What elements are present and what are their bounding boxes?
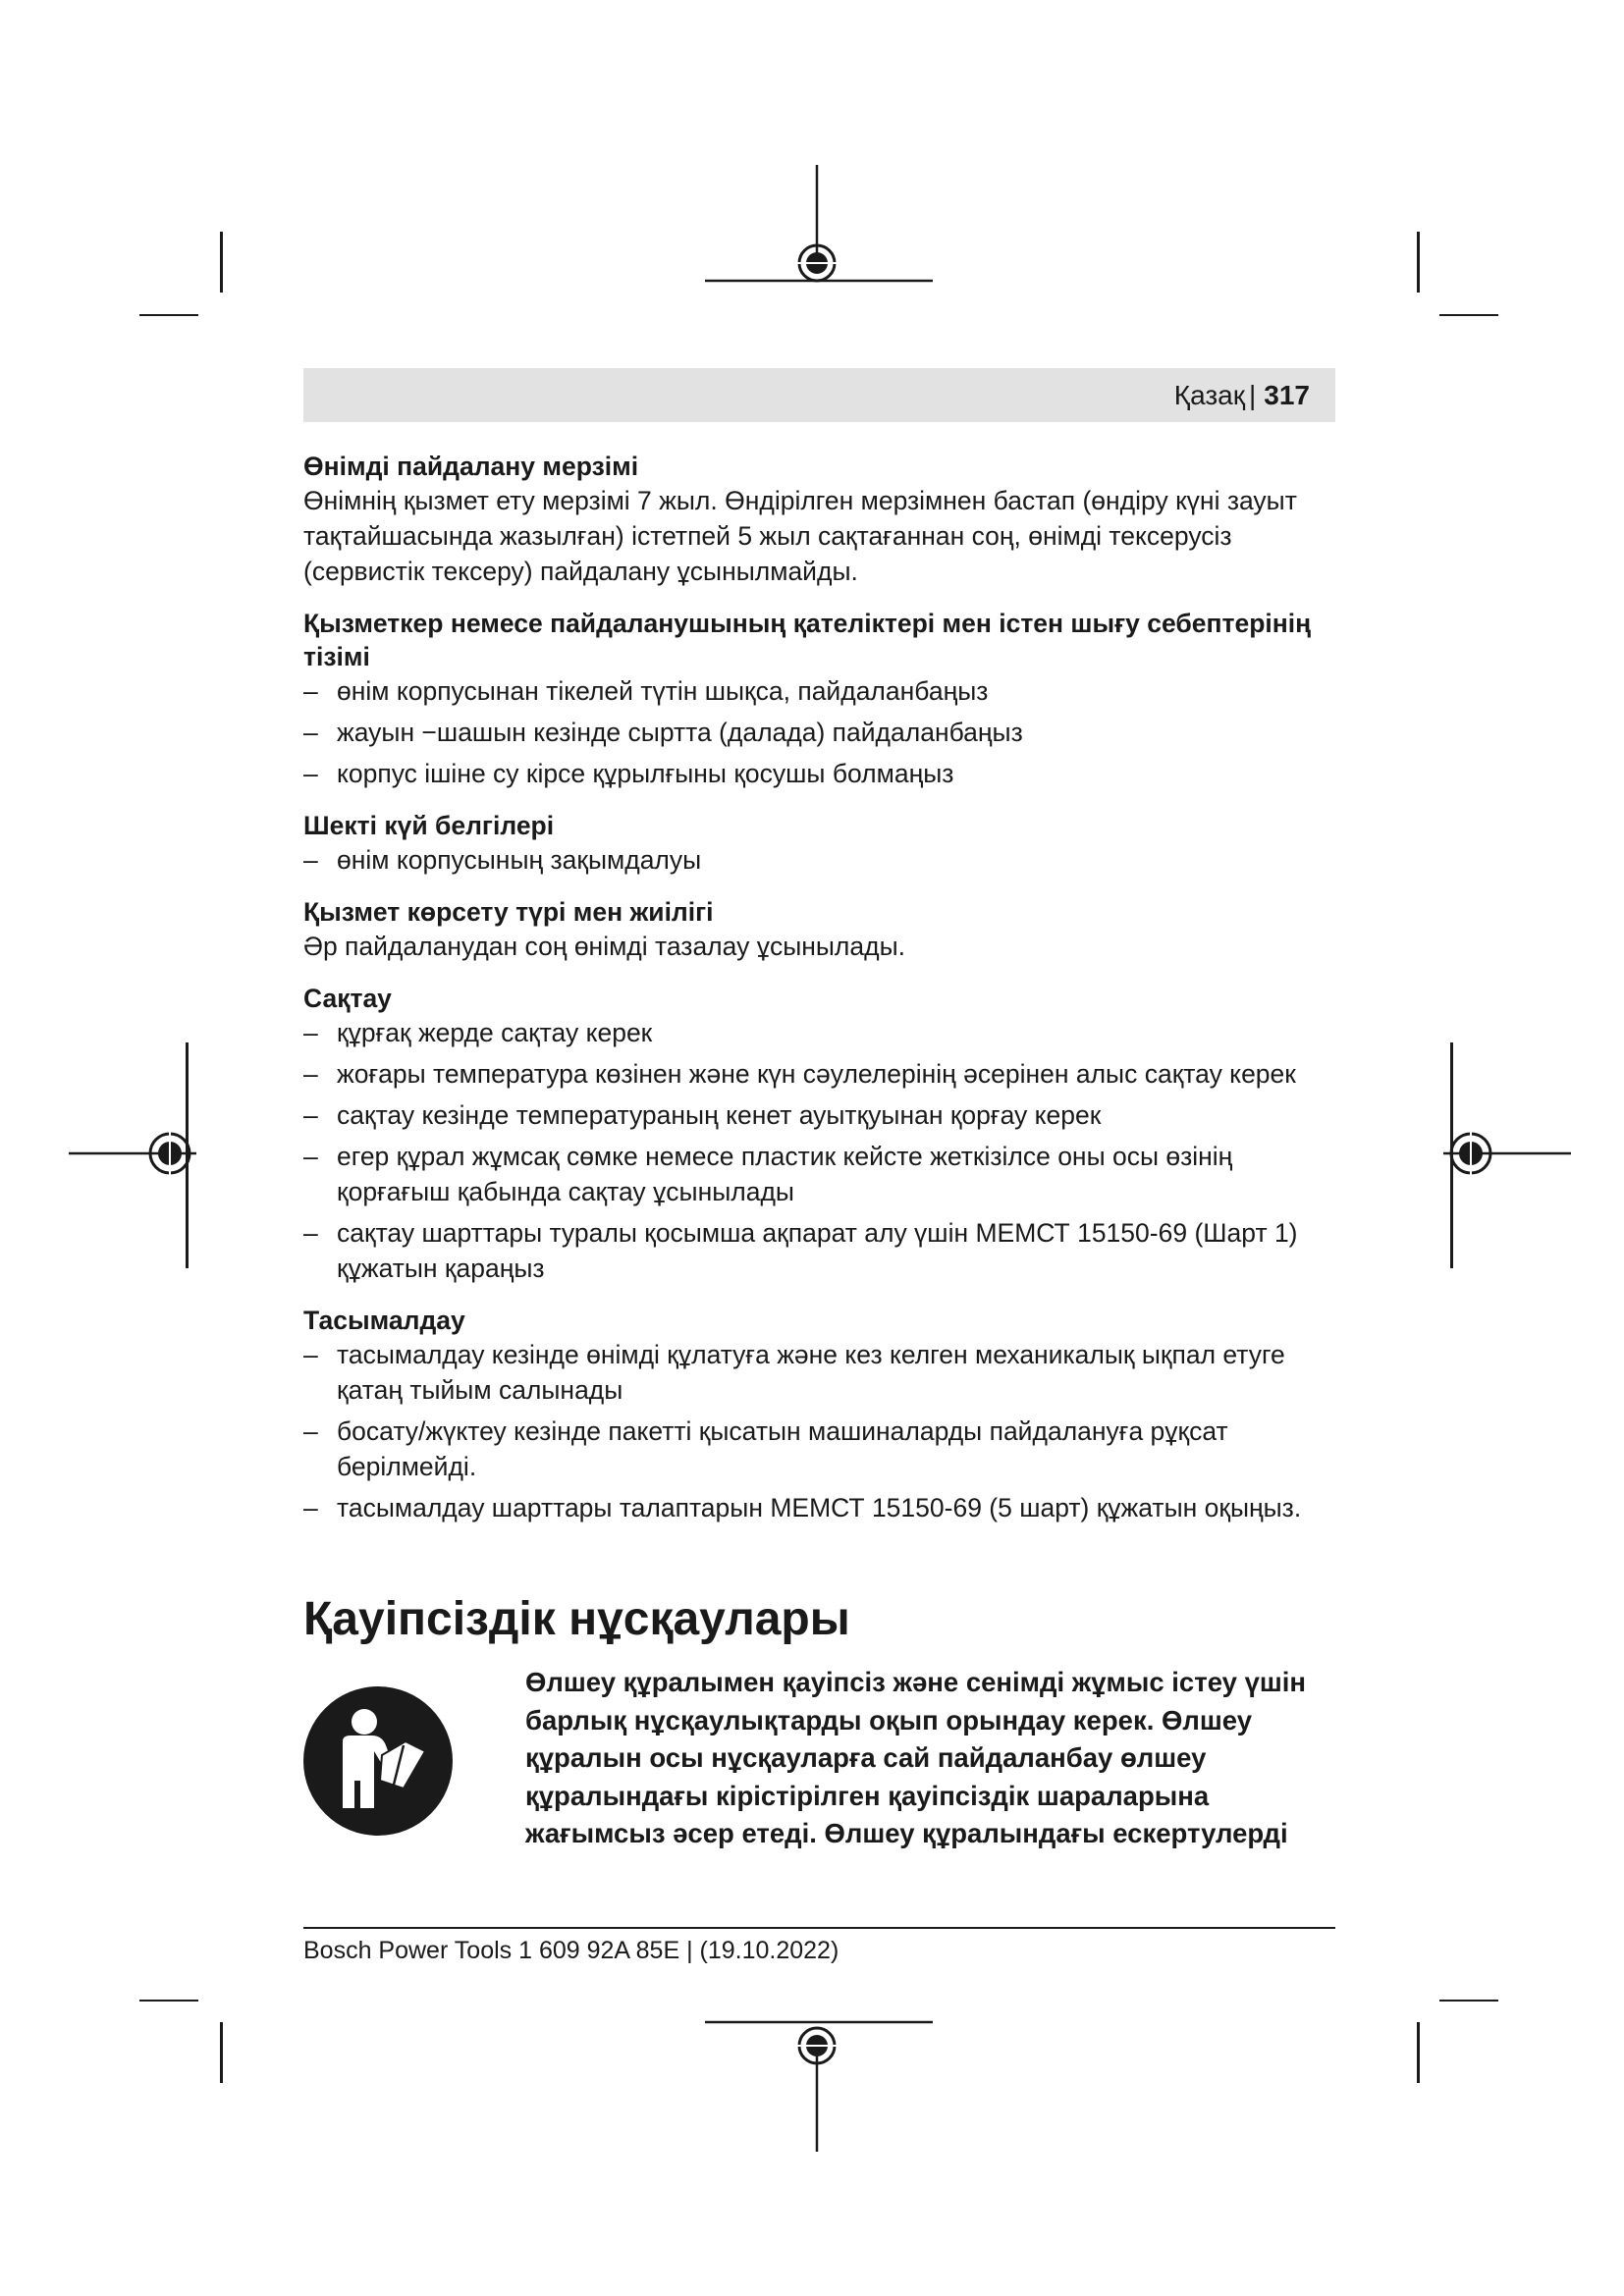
dash-bullet: – [303, 1493, 318, 1522]
list-item: – егер құрал жұмсақ сөмке немесе пластик кейсте жеткізілсе оны осы өзінің қорғағыш қабында сақтау ұсынылады [303, 1139, 1335, 1209]
bullet-list [303, 1015, 1335, 1286]
crop-mark [1417, 2022, 1420, 2083]
list-item: – өнім корпусынан тікелей түтін шықса, пайдаланбаңыз [303, 673, 1335, 709]
dash-bullet: – [303, 1340, 318, 1369]
registration-mark-left [69, 1104, 196, 1202]
crop-mark [139, 2000, 198, 2002]
list-item: – босату/жүктеу кезінде пакетті қысатын машиналарды пайдалануға рұқсат берілмейді. [303, 1414, 1335, 1484]
crop-mark [1439, 2000, 1498, 2002]
dash-bullet: – [303, 759, 318, 788]
list-item: – өнім корпусының зақымдалуы [303, 842, 1335, 878]
dash-bullet: – [303, 1018, 318, 1047]
section-errors [303, 607, 1335, 791]
dash-bullet: – [303, 1100, 318, 1130]
dash-bullet: – [303, 1142, 318, 1171]
page-number: 317 [1264, 379, 1310, 410]
page-header [303, 368, 1335, 422]
registration-mark-bottom [705, 2014, 933, 2152]
bullet-list [303, 673, 1335, 791]
dash-bullet: – [303, 1059, 318, 1089]
safety-warning-text: Өлшеу құралымен қауіпсіз және сенімді жұмыс істеу үшін барлық нұсқаулықтарды оқып орындау керек. Өлшеу құралын осы нұсқауларға сай пайдаланбау өлшеу құралындағы кірістірілген қауіпсіздік шараларына жағымсыз әсер етеді. Өлшеу құралындағы ескертулерді [525, 1667, 1307, 1848]
list-item: – тасымалдау шарттары талаптарын МЕМСТ 15150-69 (5 шарт) құжатын оқыңыз. [303, 1490, 1335, 1525]
dash-bullet: – [303, 676, 318, 706]
dash-bullet: – [303, 845, 318, 875]
section-heading: Тасымалдау [303, 1306, 465, 1335]
list-item: – жауын −шашын кезінде сыртта (далада) пайдаланбаңыз [303, 715, 1335, 750]
crop-mark [1439, 314, 1498, 316]
section-lifetime [303, 450, 1335, 589]
crop-mark [139, 314, 198, 316]
dash-bullet: – [303, 1416, 318, 1446]
bullet-list [303, 842, 1335, 878]
section-text: Өнімнің қызмет ету мерзімі 7 жыл. Өндірілген мерзімнен бастап (өндіру күні зауыт тақтайшасында жазылған) істетпей 5 жыл сақтағаннан соң, өнімді тексерусіз (сервистік тексеру) пайдалану ұсынылмайды. [303, 486, 1297, 586]
list-item: – тасымалдау кезінде өнімді құлатуға және кез келген механикалық ықпал етуге қатаң тыйым салынады [303, 1337, 1335, 1408]
section-heading: Сақтау [303, 984, 392, 1013]
section-heading: Өнімді пайдалану мерзімі [303, 452, 639, 481]
section-limit [303, 809, 1335, 878]
safety-heading: Қауіпсіздік нұсқаулары [303, 1593, 850, 1645]
dash-bullet: – [303, 718, 318, 747]
crop-mark [220, 232, 223, 293]
footer-text: Bosch Power Tools 1 609 92A 85E | (19.10.2022) [303, 1937, 839, 1964]
footer-divider [303, 1927, 1335, 1929]
list-item: – сақтау кезінде температураның кенет ауытқуынан қорғау керек [303, 1097, 1335, 1133]
header-language: Қазақ [1173, 379, 1245, 410]
section-service [303, 895, 1335, 964]
list-item: – жоғары температура көзінен және күн сәулелерінің әсерінен алыс сақтау керек [303, 1056, 1335, 1092]
header-separator: | [1249, 379, 1257, 410]
list-item: – корпус ішіне су кірсе құрылғыны қосушы болмаңыз [303, 756, 1335, 791]
bullet-list [303, 1337, 1335, 1525]
list-item: – құрғақ жерде сақтау керек [303, 1015, 1335, 1050]
read-manual-icon [303, 1686, 453, 1836]
registration-mark-top [705, 165, 933, 285]
section-heading: Қызметкер немесе пайдаланушының қателіктері мен істен шығу себептерінің тізімі [303, 609, 1312, 671]
registration-mark-right [1443, 1104, 1571, 1202]
main-content [303, 450, 1335, 1543]
crop-mark [1417, 232, 1420, 293]
crop-mark [220, 2022, 223, 2083]
list-item: – сақтау шарттары туралы қосымша ақпарат алу үшін МЕМСТ 15150-69 (Шарт 1) құжатын қараңыз [303, 1215, 1335, 1286]
section-transport [303, 1304, 1335, 1525]
dash-bullet: – [303, 1218, 318, 1248]
section-heading: Шекті күй белгілері [303, 811, 555, 840]
section-storage [303, 982, 1335, 1286]
section-heading: Қызмет көрсету түрі мен жиілігі [303, 897, 714, 927]
section-text: Әр пайдаланудан соң өнімді тазалау ұсынылады. [303, 932, 905, 961]
